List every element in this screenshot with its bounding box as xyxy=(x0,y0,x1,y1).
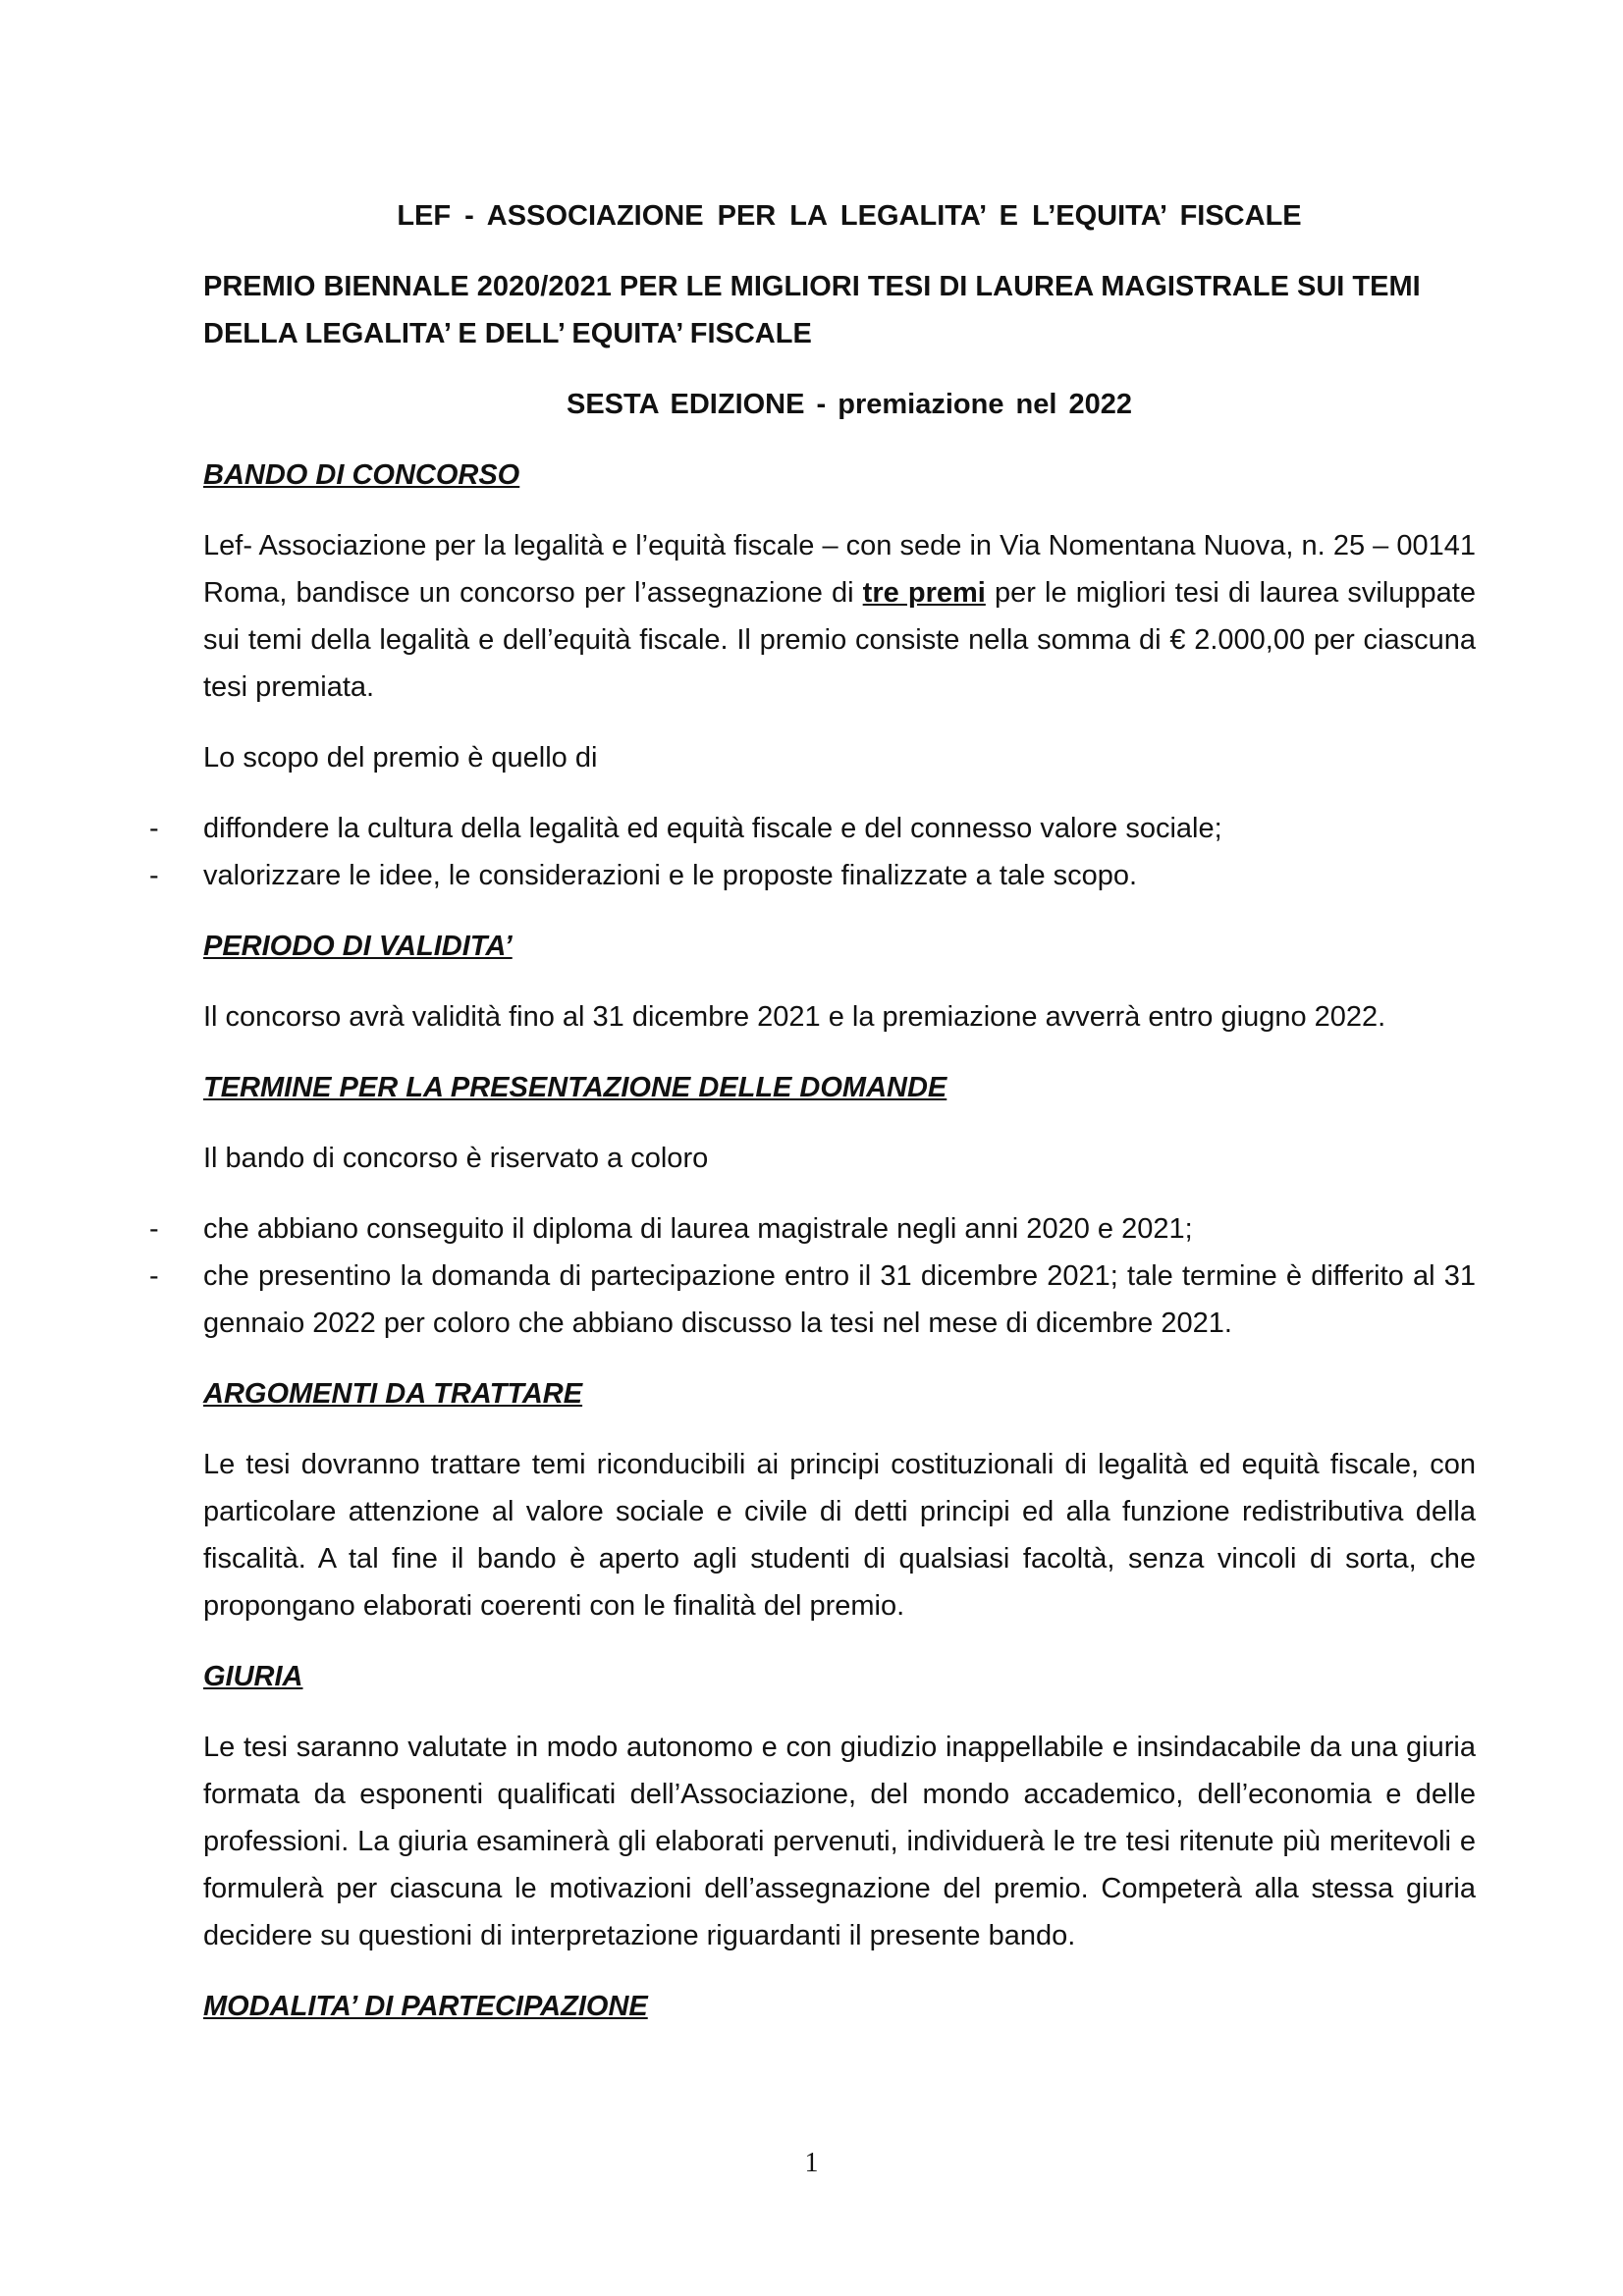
heading-giuria: GIURIA xyxy=(203,1661,303,1692)
termine-intro: Il bando di concorso è riservato a coloro xyxy=(203,1143,709,1174)
scope-item-text: valorizzare le idee, le considerazioni e le proposte finalizzate a tale scopo. xyxy=(203,860,1138,891)
page-number: 1 xyxy=(804,2148,819,2178)
heading-periodo-di-validita: PERIODO DI VALIDITA’ xyxy=(203,931,513,962)
periodo-paragraph: Il concorso avrà validità fino al 31 dicembre 2021 e la premiazione avverrà entro giugno 2022. xyxy=(203,1001,1386,1033)
termine-list xyxy=(149,1205,1476,1347)
bando-intro-paragraph xyxy=(203,522,1476,711)
list-item xyxy=(149,805,1476,852)
list-item xyxy=(149,1205,1476,1253)
organization-title: LEF - ASSOCIAZIONE PER LA LEGALITA’ E L’EQUITA’ FISCALE xyxy=(397,200,1302,232)
bullet-dash: - xyxy=(149,1213,159,1245)
scope-intro: Lo scopo del premio è quello di xyxy=(203,742,598,774)
scope-item-text: diffondere la cultura della legalità ed equità fiscale e del connesso valore sociale; xyxy=(203,813,1222,844)
termine-item-text: che presentino la domanda di partecipazione entro il 31 dicembre 2021; tale termine è differito al 31 gennaio 2022 per coloro che abbiano discusso la tesi nel mese di dicembre 2021. xyxy=(203,1260,1476,1339)
bullet-dash: - xyxy=(149,813,159,844)
argomenti-paragraph: Le tesi dovranno trattare temi riconducibili ai principi costituzionali di legalità ed equità fiscale, con particolare attenzione al valore sociale e civile di detti principi ed alla funzione redistributiva della fiscalità. A tal fine il bando è aperto agli studenti di qualsiasi facoltà, senza vincoli di sorta, che propongano elaborati coerenti con le finalità del premio. xyxy=(203,1449,1476,1622)
heading-modalita-di-partecipazione: MODALITA’ DI PARTECIPAZIONE xyxy=(203,1991,648,2022)
scope-list xyxy=(149,805,1476,899)
list-item xyxy=(149,1253,1476,1347)
heading-argomenti-da-trattare: ARGOMENTI DA TRATTARE xyxy=(203,1378,583,1410)
bullet-dash: - xyxy=(149,1260,159,1292)
giuria-paragraph: Le tesi saranno valutate in modo autonomo e con giudizio inappellabile e insindacabile da una giuria formata da esponenti qualificati dell’Associazione, del mondo accademico, dell’economia e delle professioni. La giuria esaminerà gli elaborati pervenuti, individuerà le tre tesi ritenute più meritevoli e formulerà per ciascuna le motivazioni dell’assegnazione del premio. Competerà alla stessa giuria decidere su questioni di interpretazione riguardanti il presente bando. xyxy=(203,1732,1476,1951)
bando-intro-text-start: Lef- Associazione per la legalità e l’equità fiscale – con sede in Via Nomentana Nuova, n. 25 – 00141 Roma, bandisce un concorso per l’assegnazione di xyxy=(203,530,1476,609)
bullet-dash: - xyxy=(149,860,159,891)
list-item xyxy=(149,852,1476,899)
edition-line: SESTA EDIZIONE - premiazione nel 2022 xyxy=(567,389,1132,420)
document-body xyxy=(149,192,1476,2054)
prize-title: PREMIO BIENNALE 2020/2021 PER LE MIGLIORI TESI DI LAUREA MAGISTRALE SUI TEMI DELLA LEGALITA’ E DELL’ EQUITA’ FISCALE xyxy=(203,271,1421,349)
termine-item-text: che abbiano conseguito il diploma di laurea magistrale negli anni 2020 e 2021; xyxy=(203,1213,1193,1245)
heading-bando-di-concorso: BANDO DI CONCORSO xyxy=(203,459,520,491)
bando-intro-text-end: per le migliori tesi di laurea sviluppate sui temi della legalità e dell’equità fiscale. Il premio consiste nella somma di € 2.000,00 per ciascuna tesi premiata. xyxy=(203,577,1476,703)
heading-termine-presentazione: TERMINE PER LA PRESENTAZIONE DELLE DOMANDE xyxy=(203,1072,947,1103)
tre-premi-highlight: tre premi xyxy=(862,577,986,609)
